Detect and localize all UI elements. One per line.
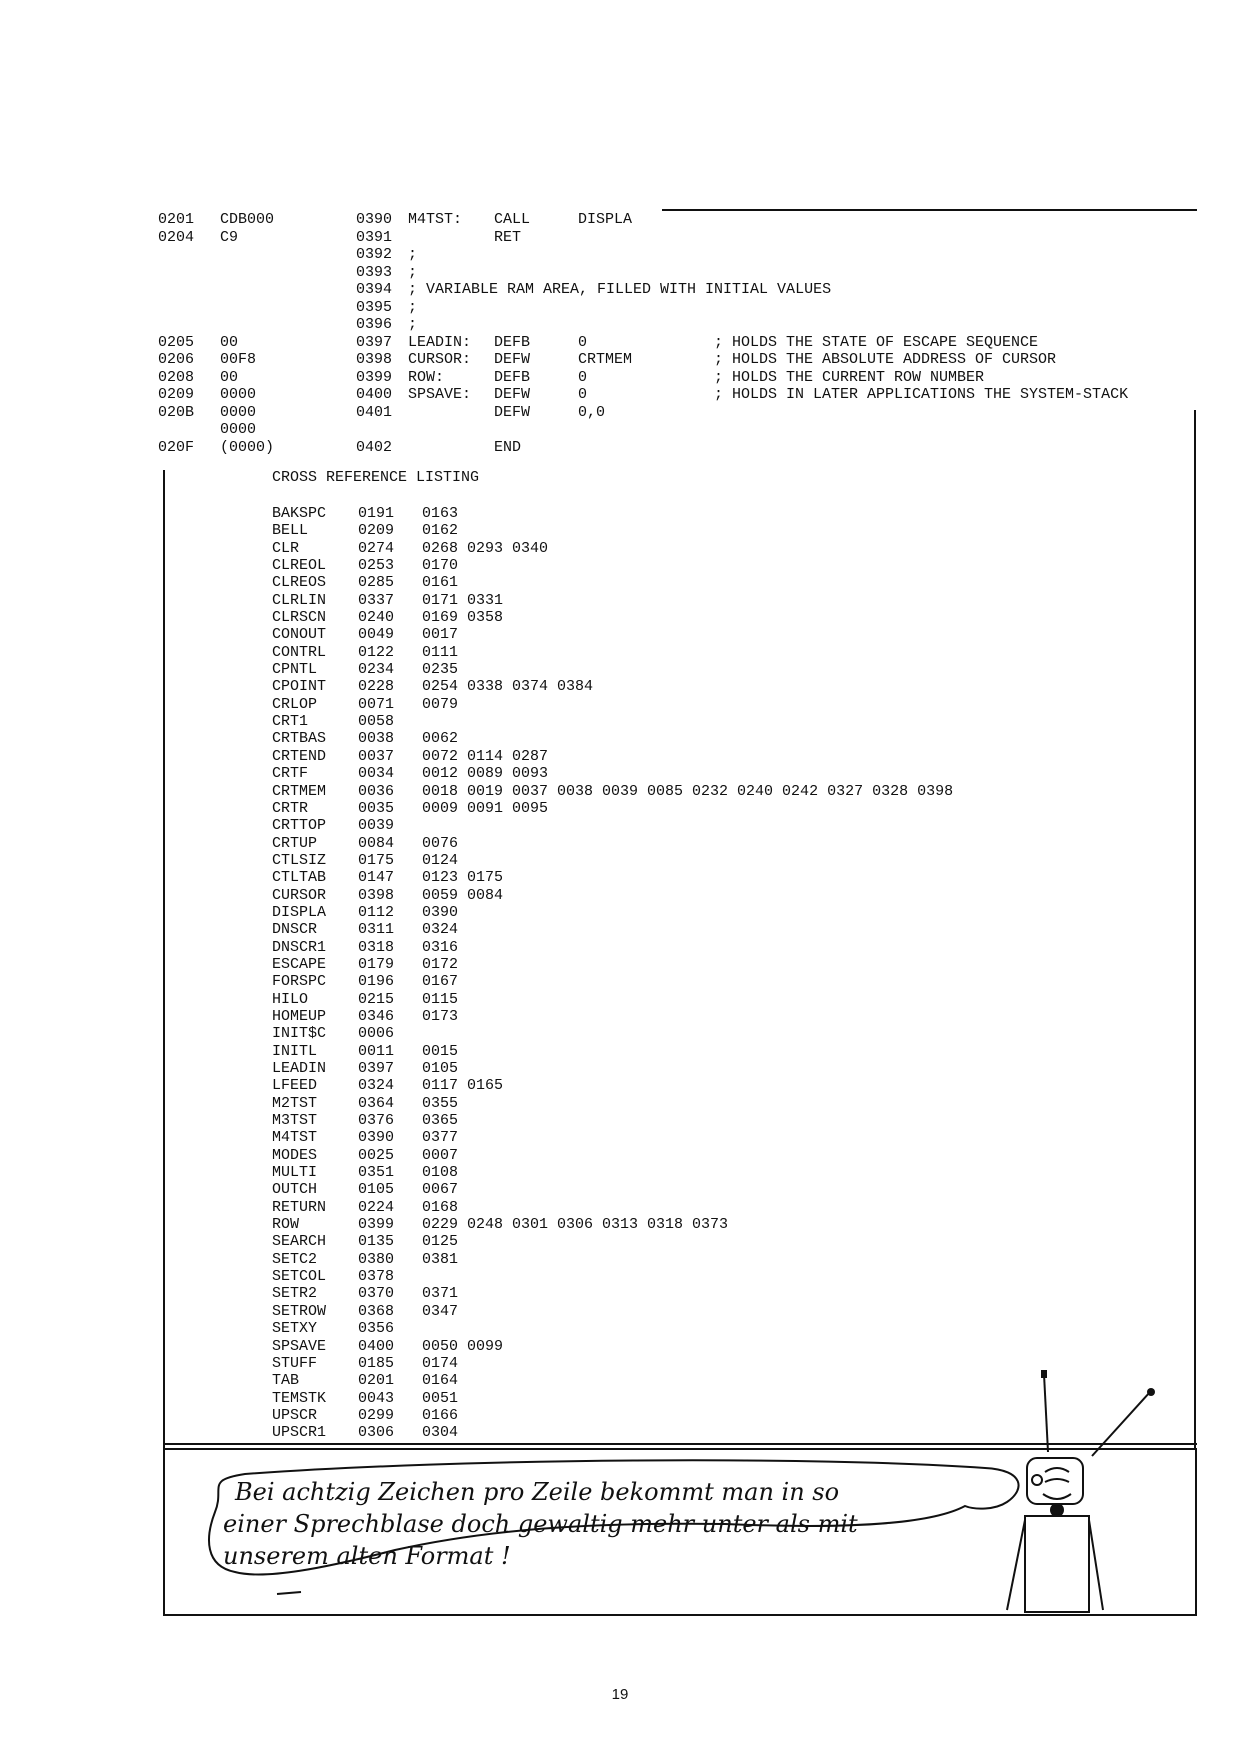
asm-comment: ; HOLDS THE CURRENT ROW NUMBER (714, 368, 985, 386)
asm-line-number: 0393 (356, 263, 393, 281)
xref-definition: 0324 (358, 1077, 395, 1095)
xref-symbol: ESCAPE (272, 955, 327, 973)
asm-operand: 0,0 (578, 403, 606, 421)
xref-references: 0108 (422, 1164, 459, 1182)
xref-references: 0381 (422, 1250, 459, 1268)
xref-symbol: SETROW (272, 1302, 327, 1320)
xref-definition: 0084 (358, 834, 395, 852)
xref-symbol: INITL (272, 1042, 318, 1060)
xref-definition: 0351 (358, 1164, 395, 1182)
xref-definition: 0209 (358, 522, 395, 540)
xref-references: 0166 (422, 1406, 459, 1424)
xref-references: 0018 0019 0037 0038 0039 0085 0232 0240 0242 0327 0328 0398 (422, 782, 954, 800)
asm-line-number: 0391 (356, 228, 393, 246)
xref-references: 0174 (422, 1354, 459, 1372)
xref-symbol: DISPLA (272, 903, 327, 921)
asm-line-number: 0397 (356, 333, 393, 351)
xref-symbol: CONOUT (272, 626, 327, 644)
xref-symbol: CRTF (272, 765, 309, 783)
xref-references: 0076 (422, 834, 459, 852)
asm-line-number: 0398 (356, 351, 393, 368)
asm-address: 0206 (158, 351, 195, 368)
asm-code: 00 (220, 368, 239, 386)
xref-symbol: CRT1 (272, 713, 309, 731)
asm-address: 020B (158, 403, 195, 421)
xref-references: 0115 (422, 990, 459, 1008)
xref-symbol: SETCOL (272, 1268, 327, 1286)
xref-symbol: CRTMEM (272, 782, 327, 800)
xref-definition: 0346 (358, 1007, 395, 1025)
xref-symbol: CRTTOP (272, 817, 327, 835)
xref-symbol: MULTI (272, 1164, 318, 1182)
xref-symbol: SEARCH (272, 1233, 327, 1251)
asm-address: 0209 (158, 386, 195, 403)
xref-definition: 0306 (358, 1424, 395, 1442)
xref-references: 0164 (422, 1372, 459, 1390)
xref-definition: 0185 (358, 1354, 395, 1372)
xref-references: 0067 (422, 1181, 459, 1199)
asm-address: 0208 (158, 368, 195, 386)
xref-definition: 0285 (358, 574, 395, 592)
asm-operand: 0 (578, 386, 588, 403)
xref-symbol: CTLSIZ (272, 851, 327, 869)
xref-symbol: CRTUP (272, 834, 318, 852)
asm-code: 0000 (220, 421, 257, 438)
xref-symbol: CTLTAB (272, 869, 327, 887)
xref-symbol: CLREOL (272, 557, 327, 575)
xref-definition: 0398 (358, 886, 395, 904)
xref-symbol: CLREOS (272, 574, 327, 592)
xref-definition: 0228 (358, 678, 395, 696)
xref-definition: 0112 (358, 903, 395, 921)
asm-opcode: CALL (494, 211, 531, 228)
xref-symbol: STUFF (272, 1354, 318, 1372)
left-border (163, 470, 165, 1448)
xref-definition: 0378 (358, 1268, 395, 1286)
xref-symbol: M4TST (272, 1129, 318, 1147)
asm-label: ; (408, 246, 418, 263)
xref-symbol: DNSCR1 (272, 938, 327, 956)
xref-title: CROSS REFERENCE LISTING (272, 469, 480, 486)
xref-references: 0161 (422, 574, 459, 592)
xref-definition: 0038 (358, 730, 395, 748)
asm-operand: CRTMEM (578, 351, 633, 368)
xref-references: 0162 (422, 522, 459, 540)
xref-symbol: CONTRL (272, 643, 327, 661)
asm-opcode: DEFB (494, 333, 531, 351)
xref-references: 0316 (422, 938, 459, 956)
asm-operand: 0 (578, 368, 588, 386)
xref-symbol: M2TST (272, 1094, 318, 1112)
xref-symbol: DNSCR (272, 921, 318, 939)
xref-definition: 0364 (358, 1094, 395, 1112)
xref-definition: 0201 (358, 1372, 395, 1390)
xref-symbol: SETR2 (272, 1285, 318, 1303)
xref-symbol: M3TST (272, 1112, 318, 1130)
cartoon-drawing (165, 1450, 1195, 1614)
xref-references: 0324 (422, 921, 459, 939)
asm-address: 020F (158, 438, 195, 456)
xref-definition: 0274 (358, 539, 395, 557)
xref-definition: 0179 (358, 955, 395, 973)
xref-definition: 0356 (358, 1320, 395, 1338)
xref-definition: 0215 (358, 990, 395, 1008)
xref-symbol: FORSPC (272, 973, 327, 991)
xref-definition: 0049 (358, 626, 395, 644)
xref-references: 0062 (422, 730, 459, 748)
xref-symbol: ROW (272, 1216, 300, 1234)
asm-opcode: RET (494, 228, 522, 246)
asm-line-number: 0394 (356, 281, 393, 298)
asm-label: ; (408, 316, 418, 333)
xref-symbol: OUTCH (272, 1181, 318, 1199)
xref-references: 0007 (422, 1146, 459, 1164)
asm-label: ROW: (408, 368, 445, 386)
xref-definition: 0370 (358, 1285, 395, 1303)
cartoon-line-3: unserem alten Format ! (223, 1542, 511, 1570)
xref-references: 0059 0084 (422, 886, 504, 904)
asm-code: CDB000 (220, 211, 275, 228)
xref-references: 0170 (422, 557, 459, 575)
xref-references: 0124 (422, 851, 459, 869)
xref-references: 0017 (422, 626, 459, 644)
xref-references: 0167 (422, 973, 459, 991)
asm-label: SPSAVE: (408, 386, 472, 403)
xref-symbol: CRTEND (272, 747, 327, 765)
xref-references: 0235 (422, 661, 459, 679)
xref-references: 0015 (422, 1042, 459, 1060)
xref-definition: 0011 (358, 1042, 395, 1060)
antenna-icon (1020, 1370, 1190, 1460)
xref-references: 0173 (422, 1007, 459, 1025)
asm-code: C9 (220, 228, 239, 246)
xref-definition: 0175 (358, 851, 395, 869)
xref-symbol: CRLOP (272, 695, 318, 713)
xref-symbol: CRTR (272, 799, 309, 817)
xref-references: 0169 0358 (422, 609, 504, 627)
asm-code: 00F8 (220, 351, 257, 368)
xref-definition: 0036 (358, 782, 395, 800)
asm-line-number: 0399 (356, 368, 393, 386)
xref-definition: 0135 (358, 1233, 395, 1251)
xref-definition: 0380 (358, 1250, 395, 1268)
xref-symbol: CLRLIN (272, 591, 327, 609)
xref-references: 0123 0175 (422, 869, 504, 887)
xref-references: 0079 (422, 695, 459, 713)
asm-code: 0000 (220, 403, 257, 421)
xref-references: 0347 (422, 1302, 459, 1320)
xref-references: 0355 (422, 1094, 459, 1112)
xref-references: 0365 (422, 1112, 459, 1130)
asm-line-number: 0390 (356, 211, 393, 228)
xref-references: 0009 0091 0095 (422, 799, 549, 817)
xref-symbol: CRTBAS (272, 730, 327, 748)
asm-label: ; (408, 263, 418, 281)
xref-symbol: HOMEUP (272, 1007, 327, 1025)
xref-symbol: CLR (272, 539, 300, 557)
asm-label: M4TST: (408, 211, 463, 228)
xref-definition: 0191 (358, 505, 395, 522)
asm-opcode: END (494, 438, 522, 456)
xref-references: 0051 (422, 1389, 459, 1407)
xref-references: 0012 0089 0093 (422, 765, 549, 783)
xref-definition: 0299 (358, 1406, 395, 1424)
asm-line-number: 0401 (356, 403, 393, 421)
asm-line-number: 0395 (356, 298, 393, 316)
top-rule (662, 209, 1197, 211)
xref-definition: 0337 (358, 591, 395, 609)
xref-symbol: BAKSPC (272, 505, 327, 522)
xref-symbol: CPNTL (272, 661, 318, 679)
xref-symbol: SPSAVE (272, 1337, 327, 1355)
xref-definition: 0037 (358, 747, 395, 765)
asm-operand: 0 (578, 333, 588, 351)
xref-definition: 0034 (358, 765, 395, 783)
xref-definition: 0071 (358, 695, 395, 713)
asm-operand: DISPLA (578, 211, 633, 228)
xref-symbol: CURSOR (272, 886, 327, 904)
xref-references: 0072 0114 0287 (422, 747, 549, 765)
asm-line-number: 0402 (356, 438, 393, 456)
asm-comment: ; HOLDS IN LATER APPLICATIONS THE SYSTEM-STACK (714, 386, 1129, 403)
cartoon-panel (163, 1448, 1197, 1616)
xref-references: 0111 (422, 643, 459, 661)
asm-opcode: DEFW (494, 403, 531, 421)
xref-references: 0171 0331 (422, 591, 504, 609)
asm-label: LEADIN: (408, 333, 472, 351)
xref-symbol: SETC2 (272, 1250, 318, 1268)
xref-definition: 0240 (358, 609, 395, 627)
xref-references: 0390 (422, 903, 459, 921)
xref-definition: 0196 (358, 973, 395, 991)
xref-definition: 0397 (358, 1060, 395, 1077)
stroke-mark (277, 1592, 301, 1594)
xref-symbol: UPSCR (272, 1406, 318, 1424)
asm-opcode: DEFB (494, 368, 531, 386)
asm-opcode: DEFW (494, 351, 531, 368)
xref-definition: 0390 (358, 1129, 395, 1147)
asm-address: 0205 (158, 333, 195, 351)
xref-definition: 0368 (358, 1302, 395, 1320)
xref-symbol: INIT$C (272, 1025, 327, 1043)
xref-references: 0377 (422, 1129, 459, 1147)
xref-definition: 0006 (358, 1025, 395, 1043)
asm-label: ; VARIABLE RAM AREA, FILLED WITH INITIAL VALUES (408, 281, 832, 298)
asm-line-number: 0400 (356, 386, 393, 403)
asm-address: 0201 (158, 211, 195, 228)
xref-symbol: TEMSTK (272, 1389, 327, 1407)
xref-definition: 0105 (358, 1181, 395, 1199)
xref-symbol: TAB (272, 1372, 300, 1390)
asm-label: ; (408, 298, 418, 316)
asm-line-number: 0396 (356, 316, 393, 333)
xref-references: 0105 (422, 1060, 459, 1077)
xref-symbol: UPSCR1 (272, 1424, 327, 1442)
asm-comment: ; HOLDS THE ABSOLUTE ADDRESS OF CURSOR (714, 351, 1057, 368)
xref-symbol: MODES (272, 1146, 318, 1164)
xref-definition: 0224 (358, 1198, 395, 1216)
asm-code: 0000 (220, 386, 257, 403)
xref-symbol: LEADIN (272, 1060, 327, 1077)
xref-symbol: HILO (272, 990, 309, 1008)
xref-references: 0172 (422, 955, 459, 973)
xref-definition: 0399 (358, 1216, 395, 1234)
xref-definition: 0035 (358, 799, 395, 817)
xref-references: 0163 (422, 505, 459, 522)
xref-definition: 0058 (358, 713, 395, 731)
right-border (1194, 410, 1196, 1448)
xref-references: 0050 0099 (422, 1337, 504, 1355)
xref-definition: 0376 (358, 1112, 395, 1130)
xref-definition: 0253 (358, 557, 395, 575)
xref-definition: 0043 (358, 1389, 395, 1407)
xref-definition: 0147 (358, 869, 395, 887)
xref-symbol: LFEED (272, 1077, 318, 1095)
asm-line-number: 0392 (356, 246, 393, 263)
tv-character-icon (1007, 1458, 1103, 1612)
xref-definition: 0039 (358, 817, 395, 835)
xref-symbol: CPOINT (272, 678, 327, 696)
xref-definition: 0025 (358, 1146, 395, 1164)
asm-comment: ; HOLDS THE STATE OF ESCAPE SEQUENCE (714, 333, 1039, 351)
xref-references: 0371 (422, 1285, 459, 1303)
xref-references: 0304 (422, 1424, 459, 1442)
asm-label: CURSOR: (408, 351, 472, 368)
xref-symbol: CLRSCN (272, 609, 327, 627)
xref-definition: 0400 (358, 1337, 395, 1355)
xref-references: 0268 0293 0340 (422, 539, 549, 557)
asm-code: 00 (220, 333, 239, 351)
xref-definition: 0122 (358, 643, 395, 661)
xref-definition: 0318 (358, 938, 395, 956)
xref-definition: 0234 (358, 661, 395, 679)
asm-address: 0204 (158, 228, 195, 246)
xref-references: 0168 (422, 1198, 459, 1216)
xref-references: 0229 0248 0301 0306 0313 0318 0373 (422, 1216, 729, 1234)
xref-definition: 0311 (358, 921, 395, 939)
xref-symbol: BELL (272, 522, 309, 540)
xref-references: 0125 (422, 1233, 459, 1251)
xref-symbol: RETURN (272, 1198, 327, 1216)
cartoon-line-1: Bei achtzig Zeichen pro Zeile bekommt man in so (235, 1478, 840, 1506)
asm-code: (0000) (220, 438, 275, 456)
cartoon-line-2: einer Sprechblase doch gewaltig mehr unter als mit (223, 1510, 858, 1538)
asm-opcode: DEFW (494, 386, 531, 403)
xref-symbol: SETXY (272, 1320, 318, 1338)
page-number: 19 (611, 1686, 629, 1703)
xref-references: 0117 0165 (422, 1077, 504, 1095)
xref-references: 0254 0338 0374 0384 (422, 678, 594, 696)
